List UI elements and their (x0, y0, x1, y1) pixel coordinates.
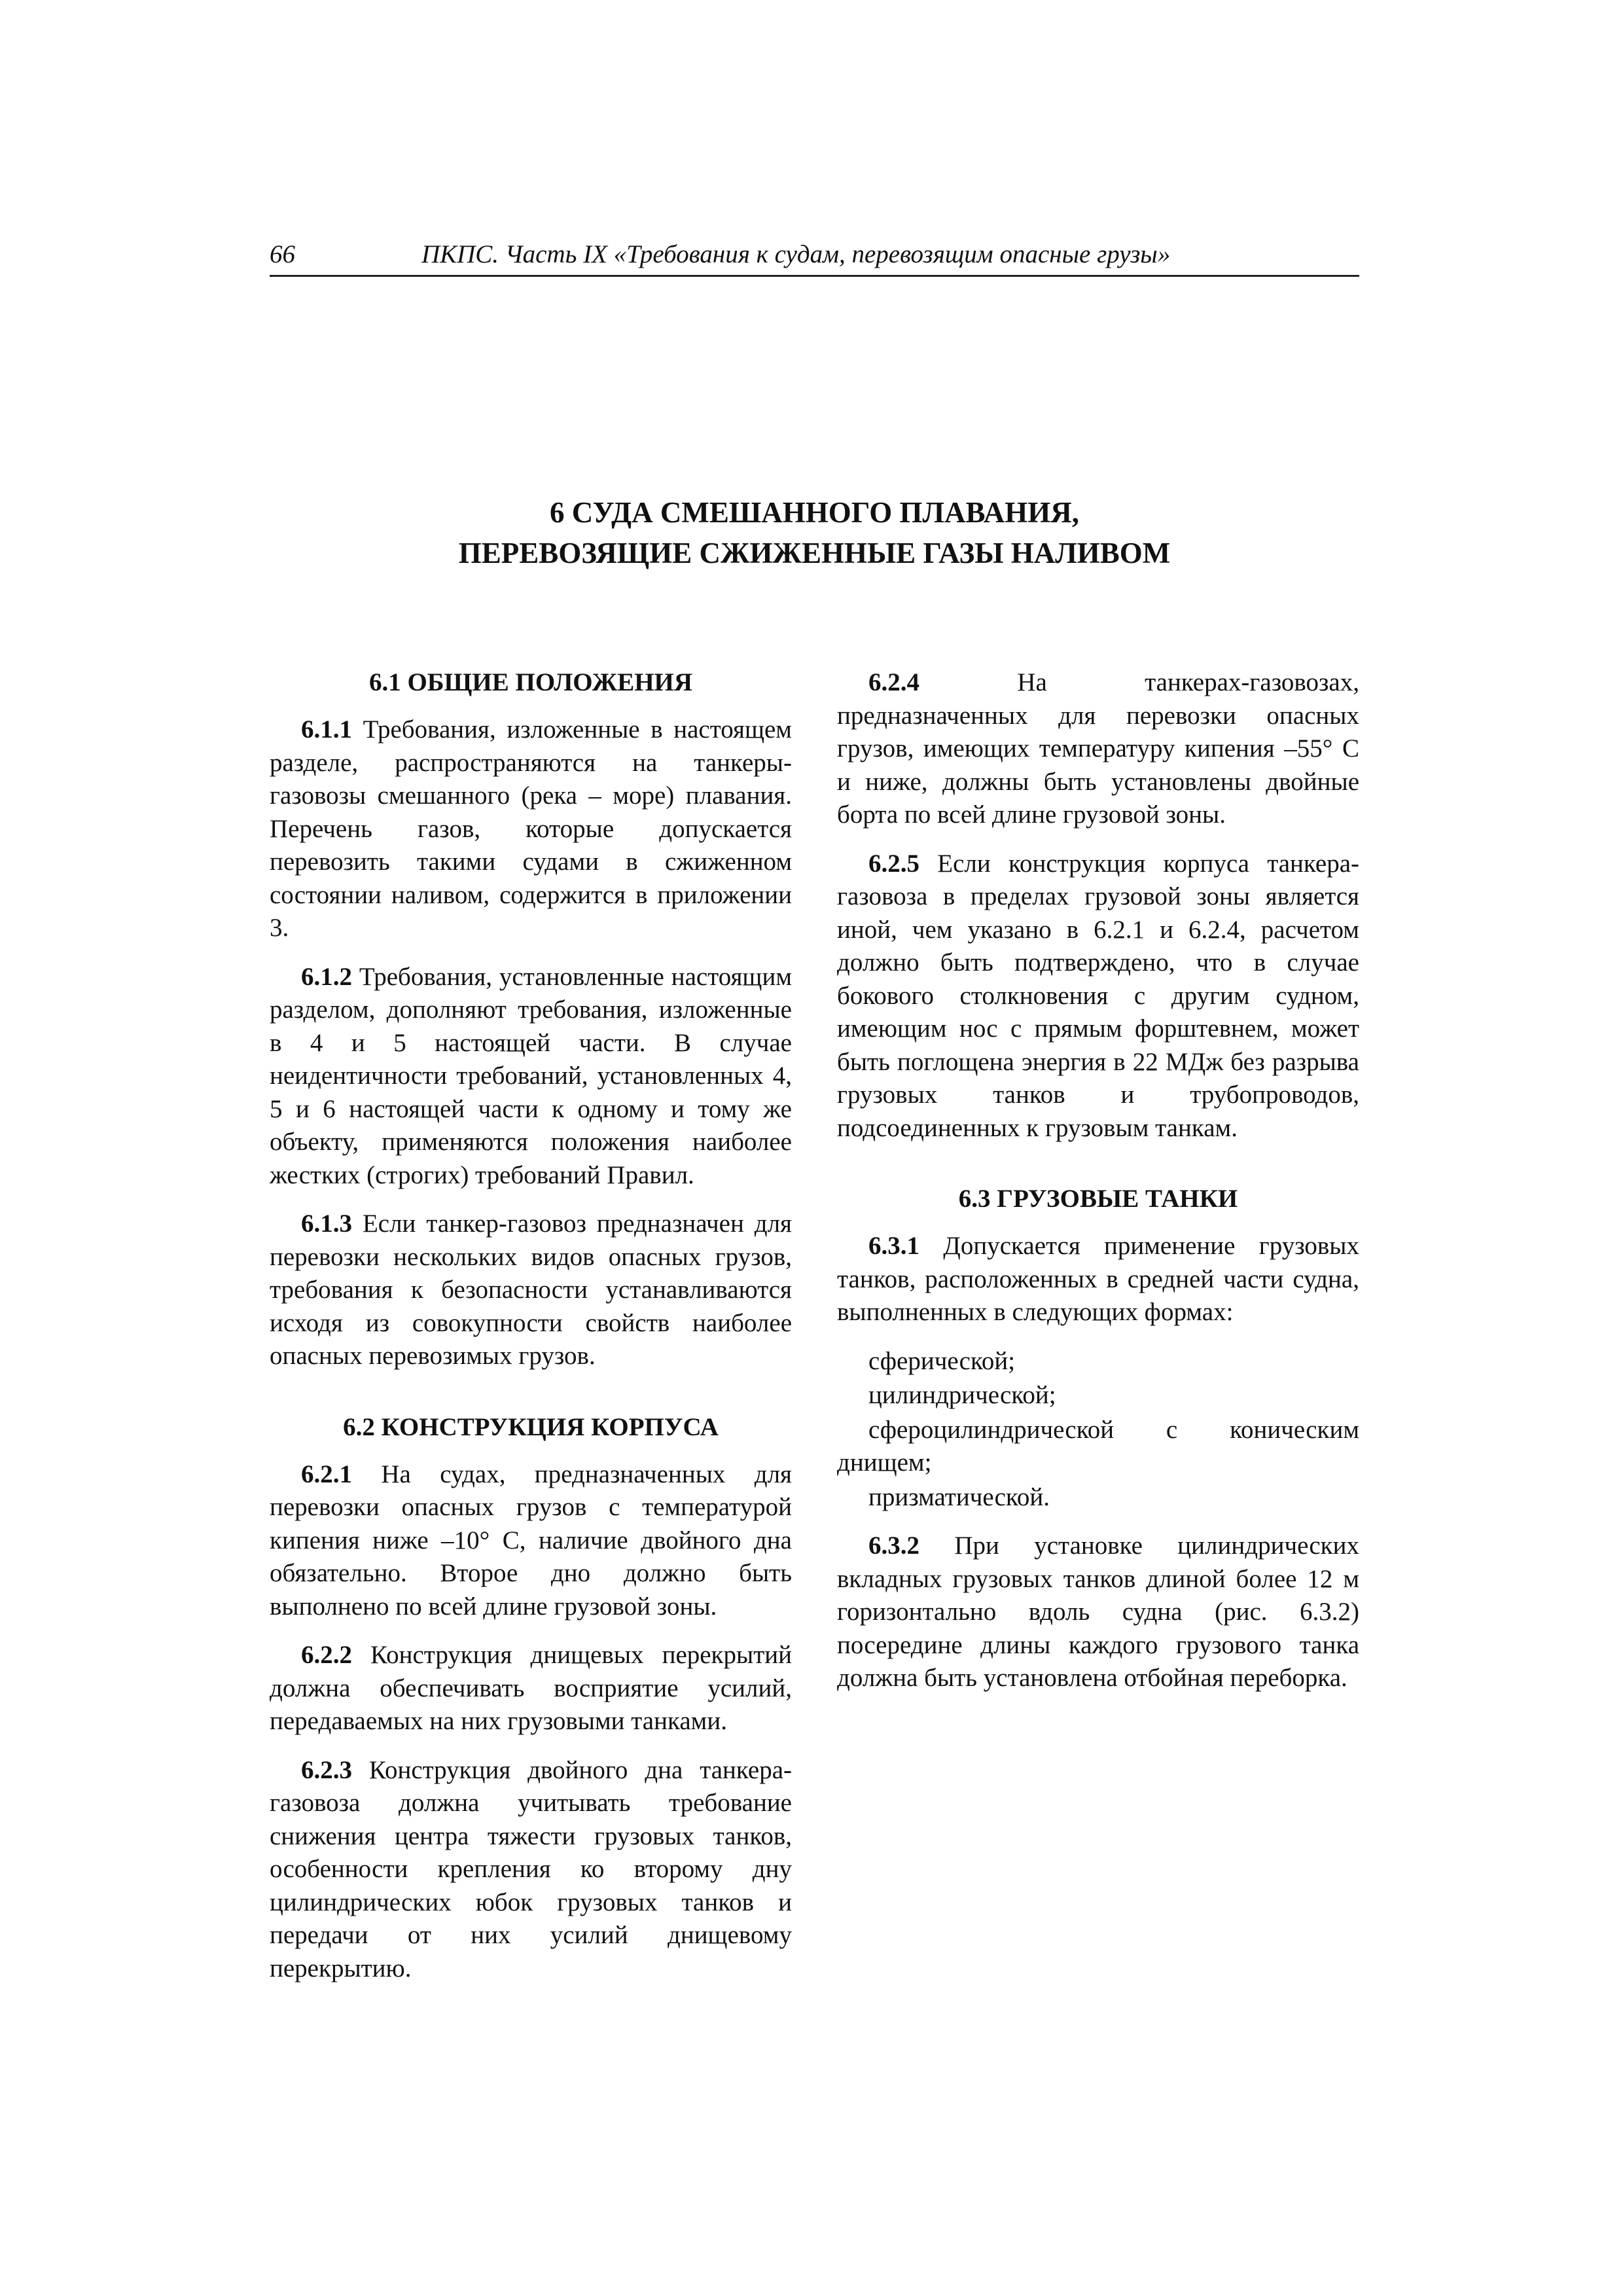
list-item: цилиндрической; (868, 1381, 1056, 1409)
clause-number: 6.2.2 (301, 1641, 352, 1669)
clause-6-2-5 (837, 848, 1359, 1145)
clause-number: 6.3.2 (868, 1532, 919, 1560)
clause-number: 6.1.3 (301, 1210, 352, 1238)
section-heading-6-3: 6.3 ГРУЗОВЫЕ ТАНКИ (958, 1185, 1238, 1213)
clause-number: 6.1.1 (301, 715, 352, 744)
running-title: ПКПС. Часть IX «Требования к судам, перевозящим опасные грузы» (421, 240, 1171, 268)
clause-text: Требования, изложенные в настоящем разделе, распространяются на танкеры-газовозы смешанного (река – море) плавания. Перечень газов, которые допускается перевозить такими судами в сжиженном состоянии наливом, содержится в приложении 3. (270, 715, 792, 942)
clause-6-3-1 (837, 1230, 1359, 1329)
clause-number: 6.2.1 (301, 1460, 352, 1488)
list-item: призматической. (868, 1482, 1050, 1511)
clause-6-2-4 (837, 666, 1359, 832)
list-item: сфероцилиндрической с коническим днищем; (837, 1415, 1359, 1477)
clause-text: Если конструкция корпуса танкера-газовоза в пределах грузовой зоны является иной, чем указано в 6.2.1 и 6.2.4, расчетом должно быть подтверждено, что в случае бокового столкновения с другим судном, имеющим нос с прямым форштевнем, может быть поглощена энергия в 22 МДж без разрыва грузовых танков и трубопроводов, подсоединенных к грузовым танкам. (837, 849, 1359, 1142)
clause-text: На судах, предназначенных для перевозки опасных грузов с температурой кипения ниже –10° С, наличие двойного дна обязательно. Второе дно должно быть выполнено по всей длине грузовой зоны. (270, 1460, 792, 1621)
section-heading-6-1: 6.1 ОБЩИЕ ПОЛОЖЕНИЯ (368, 668, 693, 696)
clause-text: Если танкер-газовоз предназначен для перевозки нескольких видов опасных грузов, требования к безопасности устанавливаются исходя из совокупности свойств наиболее опасных перевозимых грузов. (270, 1210, 792, 1370)
clause-6-2-3 (270, 1754, 792, 1986)
clause-6-2-1 (270, 1458, 792, 1624)
section-heading-6-2: 6.2 КОНСТРУКЦИЯ КОРПУСА (343, 1412, 719, 1441)
clause-text: Требования, установленные настоящим разделом, дополняют требования, изложенные в 4 и 5 настоящей части. В случае неидентичности требований, установленных 4, 5 и 6 настоящей части к одному и тому же объекту, применяются положения наиболее жестких (строгих) требований Правил. (270, 962, 792, 1189)
clause-text: На танкерах-газовозах, предназначенных для перевозки опасных грузов, имеющих температуру кипения –55° С и ниже, должны быть установлены двойные борта по всей длине грузовой зоны. (837, 668, 1359, 829)
clause-6-1-2 (270, 961, 792, 1193)
clause-number: 6.2.5 (868, 849, 919, 878)
chapter-title-line-2: ПЕРЕВОЗЯЩИЕ СЖИЖЕННЫЕ ГАЗЫ НАЛИВОМ (458, 537, 1171, 569)
clause-6-2-2 (270, 1639, 792, 1738)
clause-6-3-2 (837, 1530, 1359, 1695)
clause-text: При установке цилиндрических вкладных грузовых танков длиной более 12 м горизонтально вдоль судна (рис. 6.3.2) посередине длины каждого грузового танка должна быть установлена отбойная переборка. (837, 1532, 1359, 1692)
right-column (837, 666, 1359, 1711)
page-number: 66 (270, 240, 295, 268)
list-item: сферической; (868, 1346, 1016, 1375)
clause-number: 6.3.1 (868, 1232, 919, 1260)
chapter-title-line-1: 6 СУДА СМЕШАННОГО ПЛАВАНИЯ, (550, 496, 1079, 529)
clause-6-1-1 (270, 713, 792, 945)
clause-number: 6.2.3 (301, 1755, 352, 1784)
clause-number: 6.1.2 (301, 962, 352, 991)
clause-text: Конструкция днищевых перекрытий должна обеспечивать восприятие усилий, передаваемых на них грузовыми танками. (270, 1641, 792, 1735)
clause-number: 6.2.4 (868, 668, 919, 696)
clause-6-1-3 (270, 1208, 792, 1373)
chapter-title (270, 492, 1359, 573)
left-column (270, 666, 792, 2001)
page-header (270, 237, 1359, 277)
clause-text: Допускается применение грузовых танков, расположенных в средней части судна, выполненных в следующих формах: (837, 1232, 1359, 1326)
clause-text: Конструкция двойного дна танкера-газовоза должна учитывать требование снижения центра тяжести грузовых танков, особенности крепления ко второму дну цилиндрических юбок грузовых танков и передачи от них усилий днищевому перекрытию. (270, 1755, 792, 1982)
